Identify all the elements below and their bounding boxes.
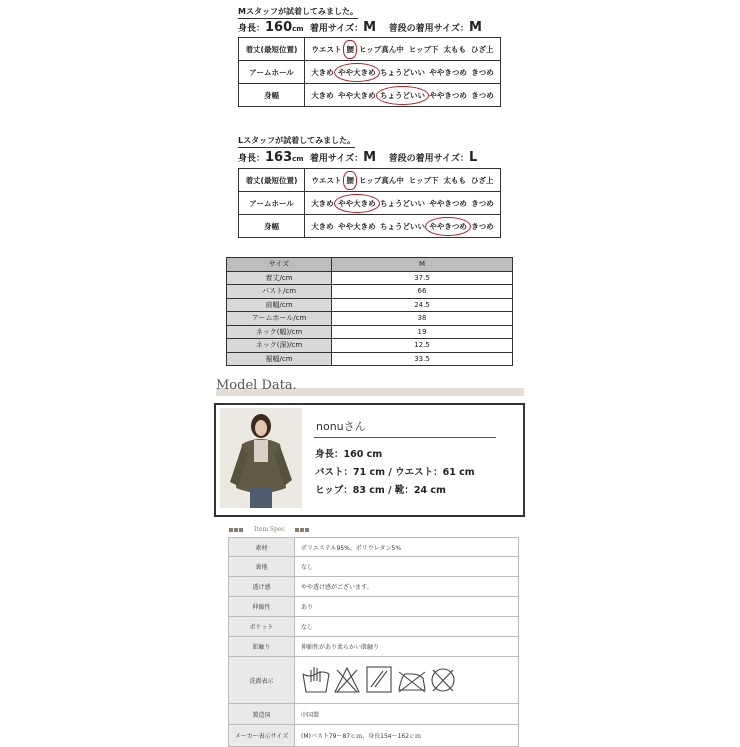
square-icon xyxy=(229,528,233,532)
table-row xyxy=(229,704,519,725)
fit-option: ややきつめ xyxy=(429,198,467,208)
fit-option: ややきつめ xyxy=(429,67,467,77)
fit-row xyxy=(239,61,501,84)
spec-value: ポリエステル95%、ポリウレタン5% xyxy=(295,538,519,557)
fit-options xyxy=(305,169,501,192)
size-key: 肩幅/cm xyxy=(227,298,332,312)
model-photo xyxy=(220,408,302,508)
fit-option: ヒップ真ん中 xyxy=(358,175,404,185)
item-spec-label: Item Spec xyxy=(254,526,285,533)
table-row xyxy=(227,271,513,285)
table-row xyxy=(229,557,519,577)
fit-option-selected: ややきつめ xyxy=(429,221,467,231)
fit-option: きつめ xyxy=(471,67,494,77)
spec-value: 中国製 xyxy=(295,704,519,725)
model-photo-illustration xyxy=(220,408,302,508)
m-staff-title: Mスタッフが試着してみました。 xyxy=(238,6,358,19)
fit-option: ちょうどいい xyxy=(379,198,425,208)
square-icon xyxy=(295,528,299,532)
model-hip-shoe: ヒップ：83 cm / 靴：24 cm xyxy=(315,485,446,496)
fit-option: きつめ xyxy=(471,198,494,208)
fit-row-label: 身幅 xyxy=(239,84,305,107)
size-worn-label: 着用サイズ： xyxy=(309,24,364,34)
height-unit: cm xyxy=(292,25,304,33)
fit-row-label: 着丈(最短位置) xyxy=(239,169,305,192)
l-staff-summary xyxy=(238,150,477,165)
no-bleach-icon xyxy=(335,668,359,692)
spec-value: (M)バスト79～87ｃｍ、身長154～162ｃｍ xyxy=(295,725,519,747)
spec-key: 伸縮性 xyxy=(229,597,295,617)
hand-wash-icon xyxy=(303,667,329,692)
table-row xyxy=(229,725,519,747)
height-label: 身長： xyxy=(238,24,266,34)
fit-option: きつめ xyxy=(471,90,494,100)
spec-value: なし xyxy=(295,557,519,577)
square-icon xyxy=(300,528,304,532)
size-value: 12.5 xyxy=(332,339,513,353)
care-symbols xyxy=(301,662,461,696)
spec-value: やや透け感がございます。 xyxy=(295,577,519,597)
line-dry-icon xyxy=(367,667,391,692)
fit-option: ウエスト xyxy=(311,44,342,54)
fit-option-selected: ちょうどいい xyxy=(379,90,425,100)
table-row xyxy=(227,285,513,299)
fit-option: ややきつめ xyxy=(429,90,467,100)
model-section-title: Model Data. xyxy=(216,378,297,393)
size-value: 19 xyxy=(332,325,513,339)
table-row xyxy=(227,298,513,312)
usual-size: M xyxy=(468,20,482,35)
spec-key: ポケット xyxy=(229,617,295,637)
fit-row-label: 着丈(最短位置) xyxy=(239,38,305,61)
table-row xyxy=(229,617,519,637)
fit-option: やや大きめ xyxy=(338,90,376,100)
square-icon xyxy=(239,528,243,532)
fit-option: ちょうどいい xyxy=(379,221,425,231)
fit-option-selected: 腰 xyxy=(346,44,354,54)
table-row xyxy=(229,597,519,617)
fit-row xyxy=(239,215,501,238)
fit-option: ひざ上 xyxy=(470,44,494,54)
m-staff-summary xyxy=(238,20,482,35)
fit-option: 大きめ xyxy=(311,90,334,100)
care-label: 洗濯表示 xyxy=(229,657,295,704)
fit-option: ひざ上 xyxy=(470,175,494,185)
size-value: 33.5 xyxy=(332,352,513,366)
usual-size-label: 普段の着用サイズ： xyxy=(388,154,469,164)
spec-key: 素材 xyxy=(229,538,295,557)
spec-key: 裏地 xyxy=(229,557,295,577)
size-header-value: M xyxy=(332,258,513,272)
model-name: nonuさん xyxy=(316,420,366,433)
height-unit: cm xyxy=(292,155,304,163)
usual-size: L xyxy=(468,150,478,165)
fit-row-label: 身幅 xyxy=(239,215,305,238)
fit-options xyxy=(305,61,501,84)
size-value: 24.5 xyxy=(332,298,513,312)
spec-value: あり xyxy=(295,597,519,617)
fit-option: 大きめ xyxy=(311,67,334,77)
height-value: 160 xyxy=(265,20,293,35)
l-staff-title: Lスタッフが試着してみました。 xyxy=(238,135,355,148)
table-row xyxy=(227,352,513,366)
fit-option: 太もも xyxy=(443,44,466,54)
l-staff-fit-table xyxy=(238,168,501,238)
m-staff-fit-table xyxy=(238,37,501,107)
usual-size-label: 普段の着用サイズ： xyxy=(388,24,469,34)
item-spec-table xyxy=(228,537,519,747)
care-row xyxy=(229,657,519,704)
item-spec-heading xyxy=(229,526,310,533)
model-divider xyxy=(314,437,496,438)
size-header-key: サイズ xyxy=(227,258,332,272)
fit-option: 太もも xyxy=(443,175,466,185)
table-row xyxy=(229,577,519,597)
care-icons xyxy=(295,657,519,704)
size-key: アームホール/cm xyxy=(227,312,332,326)
iron-low-icon xyxy=(399,672,425,692)
model-height: 身長：160 cm xyxy=(315,449,383,460)
fit-option: 大きめ xyxy=(311,221,334,231)
model-bust-waist: バスト：71 cm / ウエスト：61 cm xyxy=(315,467,475,478)
fit-row-label: アームホール xyxy=(239,192,305,215)
spec-key: メーカー表示サイズ xyxy=(229,725,295,747)
fit-row xyxy=(239,84,501,107)
fit-option: ウエスト xyxy=(311,175,342,185)
fit-option-selected: 腰 xyxy=(346,175,354,185)
fit-options xyxy=(305,84,501,107)
fit-option-selected: やや大きめ xyxy=(338,67,376,77)
table-row xyxy=(229,538,519,557)
spec-value: 伸縮性があり柔らかい肌触り xyxy=(295,637,519,657)
fit-row-label: アームホール xyxy=(239,61,305,84)
size-key: ネック(深)/cm xyxy=(227,339,332,353)
size-worn: M xyxy=(363,20,377,35)
size-value: 38 xyxy=(332,312,513,326)
fit-option: 大きめ xyxy=(311,198,334,208)
height-label: 身長： xyxy=(238,154,266,164)
spec-key: 肌触り xyxy=(229,637,295,657)
fit-option-selected: やや大きめ xyxy=(338,198,376,208)
height-value: 163 xyxy=(265,150,293,165)
table-row xyxy=(229,637,519,657)
no-dryclean-icon xyxy=(432,669,454,691)
fit-row xyxy=(239,38,501,61)
size-key: バスト/cm xyxy=(227,285,332,299)
size-value: 66 xyxy=(332,285,513,299)
spec-key: 製造国 xyxy=(229,704,295,725)
fit-option: ヒップ真ん中 xyxy=(358,44,404,54)
square-icon xyxy=(305,528,309,532)
fit-options xyxy=(305,192,501,215)
spec-key: 透け感 xyxy=(229,577,295,597)
fit-option: やや大きめ xyxy=(338,221,376,231)
size-table xyxy=(226,257,513,366)
fit-row xyxy=(239,169,501,192)
size-worn: M xyxy=(363,150,377,165)
fit-row xyxy=(239,192,501,215)
fit-option: ちょうどいい xyxy=(379,67,425,77)
fit-option: ヒップ下 xyxy=(408,44,439,54)
fit-option: きつめ xyxy=(471,221,494,231)
size-key: 着丈/cm xyxy=(227,271,332,285)
size-key: 裾幅/cm xyxy=(227,352,332,366)
fit-options xyxy=(305,38,501,61)
size-table-header xyxy=(227,258,513,272)
size-value: 37.5 xyxy=(332,271,513,285)
size-worn-label: 着用サイズ： xyxy=(309,154,364,164)
table-row xyxy=(227,325,513,339)
fit-option: ヒップ下 xyxy=(408,175,439,185)
square-icon xyxy=(234,528,238,532)
table-row xyxy=(227,312,513,326)
table-row xyxy=(227,339,513,353)
fit-options xyxy=(305,215,501,238)
spec-value: なし xyxy=(295,617,519,637)
size-key: ネック(幅)/cm xyxy=(227,325,332,339)
